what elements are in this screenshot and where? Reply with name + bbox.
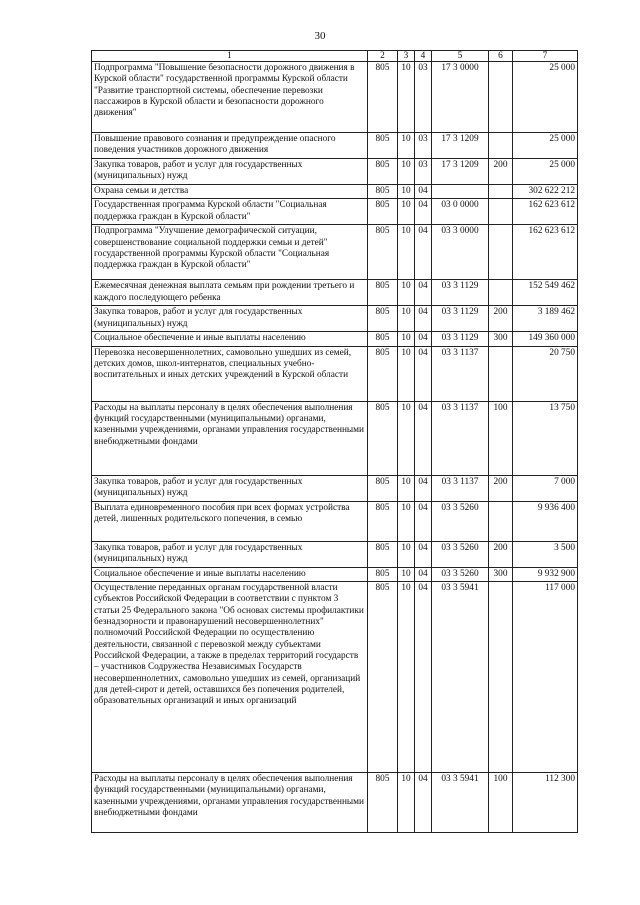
row-name: Расходы на выплаты персоналу в целях обеспечения выполнения функций государственными (муниципальными) органами, казенными учреждениями, органами управления государственными внебюджетными фондами — [92, 772, 368, 832]
row-amount: 162 623 612 — [513, 225, 578, 280]
row-section: 10 — [398, 346, 415, 401]
row-amount: 7 000 — [513, 475, 578, 501]
table-row — [92, 199, 578, 225]
row-amount: 25 000 — [513, 62, 578, 133]
row-name: Закупка товаров, работ и услуг для государственных (муниципальных) нужд — [92, 475, 368, 501]
row-amount: 13 750 — [513, 401, 578, 475]
row-section: 10 — [398, 62, 415, 133]
row-target: 03 3 1129 — [432, 280, 489, 306]
row-section: 10 — [398, 401, 415, 475]
row-target: 03 3 1137 — [432, 475, 489, 501]
row-expense — [489, 346, 513, 401]
row-admin: 805 — [368, 401, 398, 475]
table-row — [92, 225, 578, 280]
row-name: Закупка товаров, работ и услуг для государственных (муниципальных) нужд — [92, 541, 368, 567]
row-target: 03 3 5260 — [432, 567, 489, 581]
row-name: Осуществление переданных органам государственной власти субъектов Российской Федерации в соответствии с пунктом 3 статьи 25 Федерального закона "Об основах системы профилактики безнадзорности и правонарушений несовершеннолетних" полномочий Российской Федерации по осуществлению деятельности, связанной с перевозкой между субъектами Российской Федерации, а также в пределах территорий государств – участников Содружества Независимых Государств несовершеннолетних, самовольно ушедших из семей, организаций для детей-сирот и детей, оставшихся без попечения родителей, образовательных организаций и иных организаций — [92, 581, 368, 772]
table-row — [92, 401, 578, 475]
row-subsection: 03 — [415, 159, 432, 185]
row-expense — [489, 62, 513, 133]
table-row — [92, 159, 578, 185]
row-subsection: 04 — [415, 772, 432, 832]
table-row — [92, 772, 578, 832]
table-row — [92, 581, 578, 772]
table-row — [92, 332, 578, 346]
row-section: 10 — [398, 332, 415, 346]
row-amount: 3 189 462 — [513, 306, 578, 332]
row-target: 03 0 0000 — [432, 199, 489, 225]
row-target: 03 3 0000 — [432, 225, 489, 280]
header-name: 1 — [92, 51, 368, 62]
row-name: Закупка товаров, работ и услуг для государственных (муниципальных) нужд — [92, 306, 368, 332]
row-admin: 805 — [368, 62, 398, 133]
row-expense: 200 — [489, 541, 513, 567]
row-section: 10 — [398, 541, 415, 567]
row-subsection: 04 — [415, 541, 432, 567]
row-name: Подпрограмма "Улучшение демографической ситуации, совершенствование социальной поддержки семьи и детей" государственной программы Курской области "Социальная поддержка граждан в Курской области" — [92, 225, 368, 280]
row-amount: 117 000 — [513, 581, 578, 772]
row-target: 03 3 1137 — [432, 346, 489, 401]
table-row — [92, 133, 578, 159]
row-subsection: 04 — [415, 332, 432, 346]
row-admin: 805 — [368, 475, 398, 501]
row-admin: 805 — [368, 280, 398, 306]
row-admin: 805 — [368, 225, 398, 280]
row-section: 10 — [398, 185, 415, 199]
row-admin: 805 — [368, 332, 398, 346]
page-number: 30 — [314, 30, 326, 42]
table-row — [92, 501, 578, 541]
row-expense: 100 — [489, 401, 513, 475]
table-row — [92, 306, 578, 332]
row-target — [432, 185, 489, 199]
row-name: Социальное обеспечение и иные выплаты населению — [92, 567, 368, 581]
row-admin: 805 — [368, 581, 398, 772]
row-admin: 805 — [368, 567, 398, 581]
header-expense: 6 — [489, 51, 513, 62]
row-admin: 805 — [368, 772, 398, 832]
row-expense: 200 — [489, 475, 513, 501]
row-name: Закупка товаров, работ и услуг для государственных (муниципальных) нужд — [92, 159, 368, 185]
row-subsection: 03 — [415, 133, 432, 159]
row-admin: 805 — [368, 185, 398, 199]
row-expense — [489, 225, 513, 280]
row-amount: 25 000 — [513, 133, 578, 159]
row-name: Перевозка несовершеннолетних, самовольно ушедших из семей, детских домов, школ-интернатов, специальных учебно-воспитательных и иных детских учреждений в Курской области — [92, 346, 368, 401]
row-admin: 805 — [368, 541, 398, 567]
row-name: Выплата единовременного пособия при всех формах устройства детей, лишенных родительского попечения, в семью — [92, 501, 368, 541]
row-subsection: 04 — [415, 475, 432, 501]
row-subsection: 04 — [415, 581, 432, 772]
row-name: Подпрограмма "Повышение безопасности дорожного движения в Курской области" государственной программы Курской области "Развитие транспортной системы, обеспечение перевозки пассажиров в Курской области и безопасности дорожного движения" — [92, 62, 368, 133]
row-section: 10 — [398, 501, 415, 541]
row-section: 10 — [398, 772, 415, 832]
row-section: 10 — [398, 159, 415, 185]
table-row — [92, 346, 578, 401]
row-admin: 805 — [368, 159, 398, 185]
row-section: 10 — [398, 306, 415, 332]
row-subsection: 04 — [415, 346, 432, 401]
row-target: 03 3 1129 — [432, 332, 489, 346]
row-expense — [489, 581, 513, 772]
table-row — [92, 62, 578, 133]
table-row — [92, 475, 578, 501]
row-target: 03 3 1137 — [432, 401, 489, 475]
header-amount: 7 — [513, 51, 578, 62]
row-subsection: 04 — [415, 401, 432, 475]
table-row — [92, 280, 578, 306]
row-section: 10 — [398, 581, 415, 772]
row-expense — [489, 280, 513, 306]
table-row — [92, 541, 578, 567]
row-subsection: 04 — [415, 306, 432, 332]
row-subsection: 03 — [415, 62, 432, 133]
row-admin: 805 — [368, 346, 398, 401]
row-expense — [489, 501, 513, 541]
row-expense: 100 — [489, 772, 513, 832]
row-target: 17 3 0000 — [432, 62, 489, 133]
row-amount: 3 500 — [513, 541, 578, 567]
row-amount: 9 932 900 — [513, 567, 578, 581]
row-name: Повышение правового сознания и предупреждение опасного поведения участников дорожного движения — [92, 133, 368, 159]
row-admin: 805 — [368, 133, 398, 159]
row-subsection: 04 — [415, 225, 432, 280]
row-amount: 162 623 612 — [513, 199, 578, 225]
row-subsection: 04 — [415, 567, 432, 581]
row-expense: 300 — [489, 567, 513, 581]
row-name: Расходы на выплаты персоналу в целях обеспечения выполнения функций государственными (муниципальными) органами, казенными учреждениями, органами управления государственными внебюджетными фондами — [92, 401, 368, 475]
row-subsection: 04 — [415, 199, 432, 225]
row-expense — [489, 133, 513, 159]
row-section: 10 — [398, 280, 415, 306]
row-amount: 9 936 400 — [513, 501, 578, 541]
row-expense: 200 — [489, 159, 513, 185]
row-target: 03 3 5260 — [432, 541, 489, 567]
table-header-row — [92, 51, 578, 62]
header-subsection: 4 — [415, 51, 432, 62]
row-amount: 149 360 000 — [513, 332, 578, 346]
header-section: 3 — [398, 51, 415, 62]
row-target: 03 3 5260 — [432, 501, 489, 541]
row-name: Ежемесячная денежная выплата семьям при рождении третьего и каждого последующего ребенка — [92, 280, 368, 306]
row-name: Социальное обеспечение и иные выплаты населению — [92, 332, 368, 346]
budget-table — [91, 50, 578, 833]
row-expense: 200 — [489, 306, 513, 332]
row-amount: 20 750 — [513, 346, 578, 401]
row-expense — [489, 199, 513, 225]
row-subsection: 04 — [415, 501, 432, 541]
table-row — [92, 185, 578, 199]
row-amount: 302 622 212 — [513, 185, 578, 199]
header-admin: 2 — [368, 51, 398, 62]
table-body — [92, 62, 578, 833]
table-row — [92, 567, 578, 581]
row-subsection: 04 — [415, 280, 432, 306]
row-amount: 25 000 — [513, 159, 578, 185]
row-section: 10 — [398, 225, 415, 280]
row-target: 17 3 1209 — [432, 133, 489, 159]
row-admin: 805 — [368, 306, 398, 332]
row-name: Государственная программа Курской области "Социальная поддержка граждан в Курской области" — [92, 199, 368, 225]
row-admin: 805 — [368, 501, 398, 541]
row-amount: 152 549 462 — [513, 280, 578, 306]
row-target: 03 3 1129 — [432, 306, 489, 332]
row-name: Охрана семьи и детства — [92, 185, 368, 199]
header-target: 5 — [432, 51, 489, 62]
row-section: 10 — [398, 567, 415, 581]
row-target: 03 3 5941 — [432, 772, 489, 832]
row-target: 17 3 1209 — [432, 159, 489, 185]
row-section: 10 — [398, 199, 415, 225]
row-target: 03 3 5941 — [432, 581, 489, 772]
row-expense: 300 — [489, 332, 513, 346]
row-section: 10 — [398, 475, 415, 501]
row-subsection: 04 — [415, 185, 432, 199]
row-admin: 805 — [368, 199, 398, 225]
row-expense — [489, 185, 513, 199]
row-section: 10 — [398, 133, 415, 159]
row-amount: 112 300 — [513, 772, 578, 832]
